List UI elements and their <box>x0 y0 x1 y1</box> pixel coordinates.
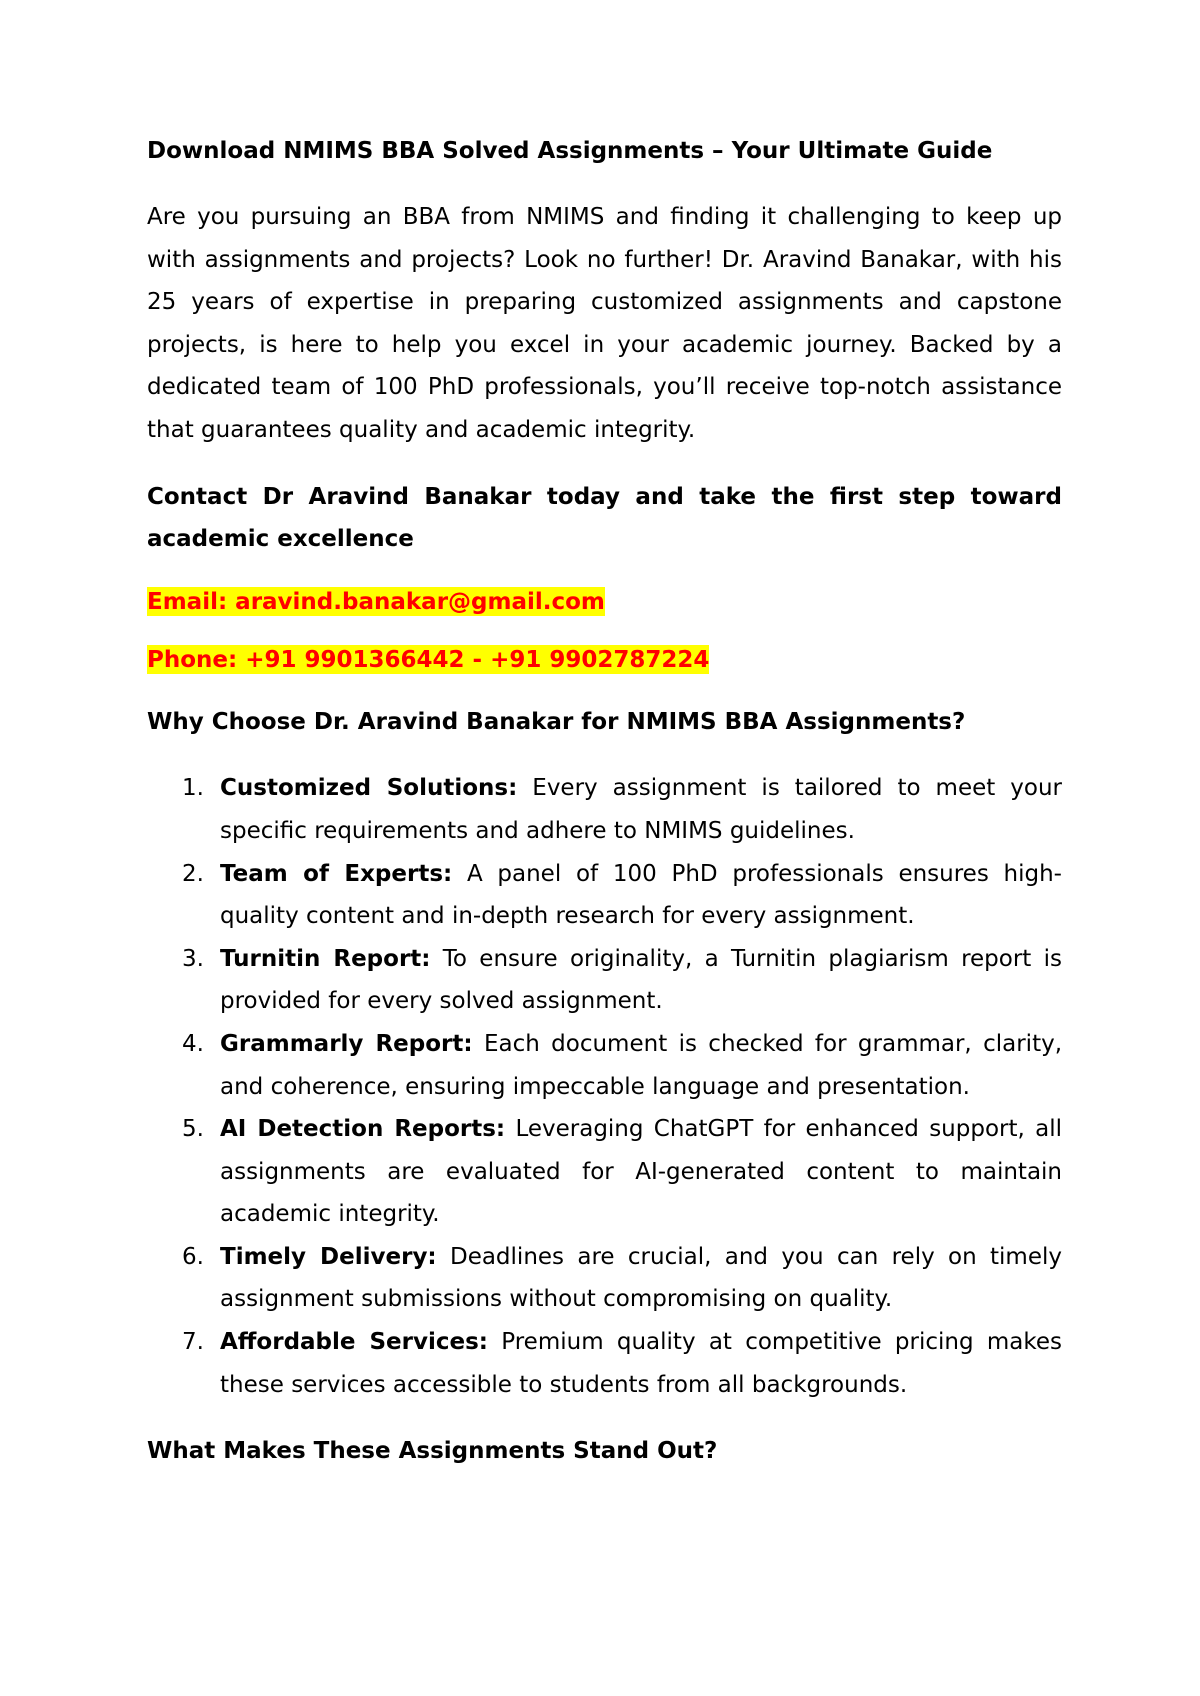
intro-paragraph: Are you pursuing an BBA from NMIMS and finding it challenging to keep up with assignments and projects? Look no further! Dr. Aravind Banakar, with his 25 years of expertise in preparing customized assignments and capstone projects, is here to help you excel in your academic journey. Backed by a dedicated team of 100 PhD professionals, you’ll receive top-notch assistance that guarantees quality and academic integrity. <box>147 204 1062 443</box>
list-item-text: Each document is checked for grammar, clarity, and coherence, ensuring impeccable language and presentation. <box>220 1030 1063 1100</box>
list-item-number: 1. <box>182 775 204 802</box>
email-line <box>147 585 1062 619</box>
list-item-number: 3. <box>182 945 204 972</box>
list-item <box>147 1321 1062 1406</box>
list-item-label: Customized Solutions: <box>220 775 518 802</box>
list-item-text: Leveraging ChatGPT for enhanced support, all assignments are evaluated for AI-generated content to maintain academic integrity. <box>220 1116 1062 1228</box>
list-item-number: 7. <box>182 1329 204 1356</box>
list-item-label: Turnitin Report: <box>220 945 431 972</box>
list-item-text: A panel of 100 PhD professionals ensures high-quality content and in-depth research for every assignment. <box>220 860 1062 930</box>
list-item-text: Deadlines are crucial, and you can rely on timely assignment submissions without compromising on quality. <box>220 1243 1062 1313</box>
standout-heading: What Makes These Assignments Stand Out? <box>147 1438 718 1465</box>
list-item <box>147 1023 1062 1108</box>
list-item-text: To ensure originality, a Turnitin plagiarism report is provided for every solved assignment. <box>220 945 1062 1015</box>
document-page <box>147 130 1062 1497</box>
list-item-number: 6. <box>182 1243 204 1270</box>
list-item-label: Grammarly Report: <box>220 1030 473 1057</box>
list-item <box>147 853 1062 938</box>
list-item-text: Premium quality at competitive pricing makes these services accessible to students from all backgrounds. <box>220 1329 1062 1398</box>
list-item <box>147 938 1062 1023</box>
list-item-number: 2. <box>182 860 204 887</box>
email-text[interactable]: Email: aravind.banakar@gmail.com <box>147 588 605 615</box>
list-item-label: Team of Experts: <box>220 860 453 887</box>
list-item-label: Affordable Services: <box>220 1329 488 1356</box>
list-item-text: Every assignment is tailored to meet your specific requirements and adhere to NMIMS guidelines. <box>220 775 1062 844</box>
document-title: Download NMIMS BBA Solved Assignments – Your Ultimate Guide <box>147 138 993 164</box>
why-choose-heading: Why Choose Dr. Aravind Banakar for NMIMS BBA Assignments? <box>147 708 966 735</box>
list-item-number: 5. <box>182 1116 204 1143</box>
list-item-label: AI Detection Reports: <box>220 1116 506 1143</box>
phone-line <box>147 643 1062 677</box>
list-item-number: 4. <box>182 1030 204 1057</box>
list-item <box>147 767 1062 852</box>
reasons-list <box>147 767 1062 1406</box>
list-item-label: Timely Delivery: <box>220 1243 437 1270</box>
contact-heading: Contact Dr Aravind Banakar today and take the first step toward academic excellence <box>147 483 1062 553</box>
list-item <box>147 1108 1062 1236</box>
phone-text[interactable]: Phone: +91 9901366442 - +91 9902787224 <box>147 646 710 673</box>
list-item <box>147 1236 1062 1321</box>
